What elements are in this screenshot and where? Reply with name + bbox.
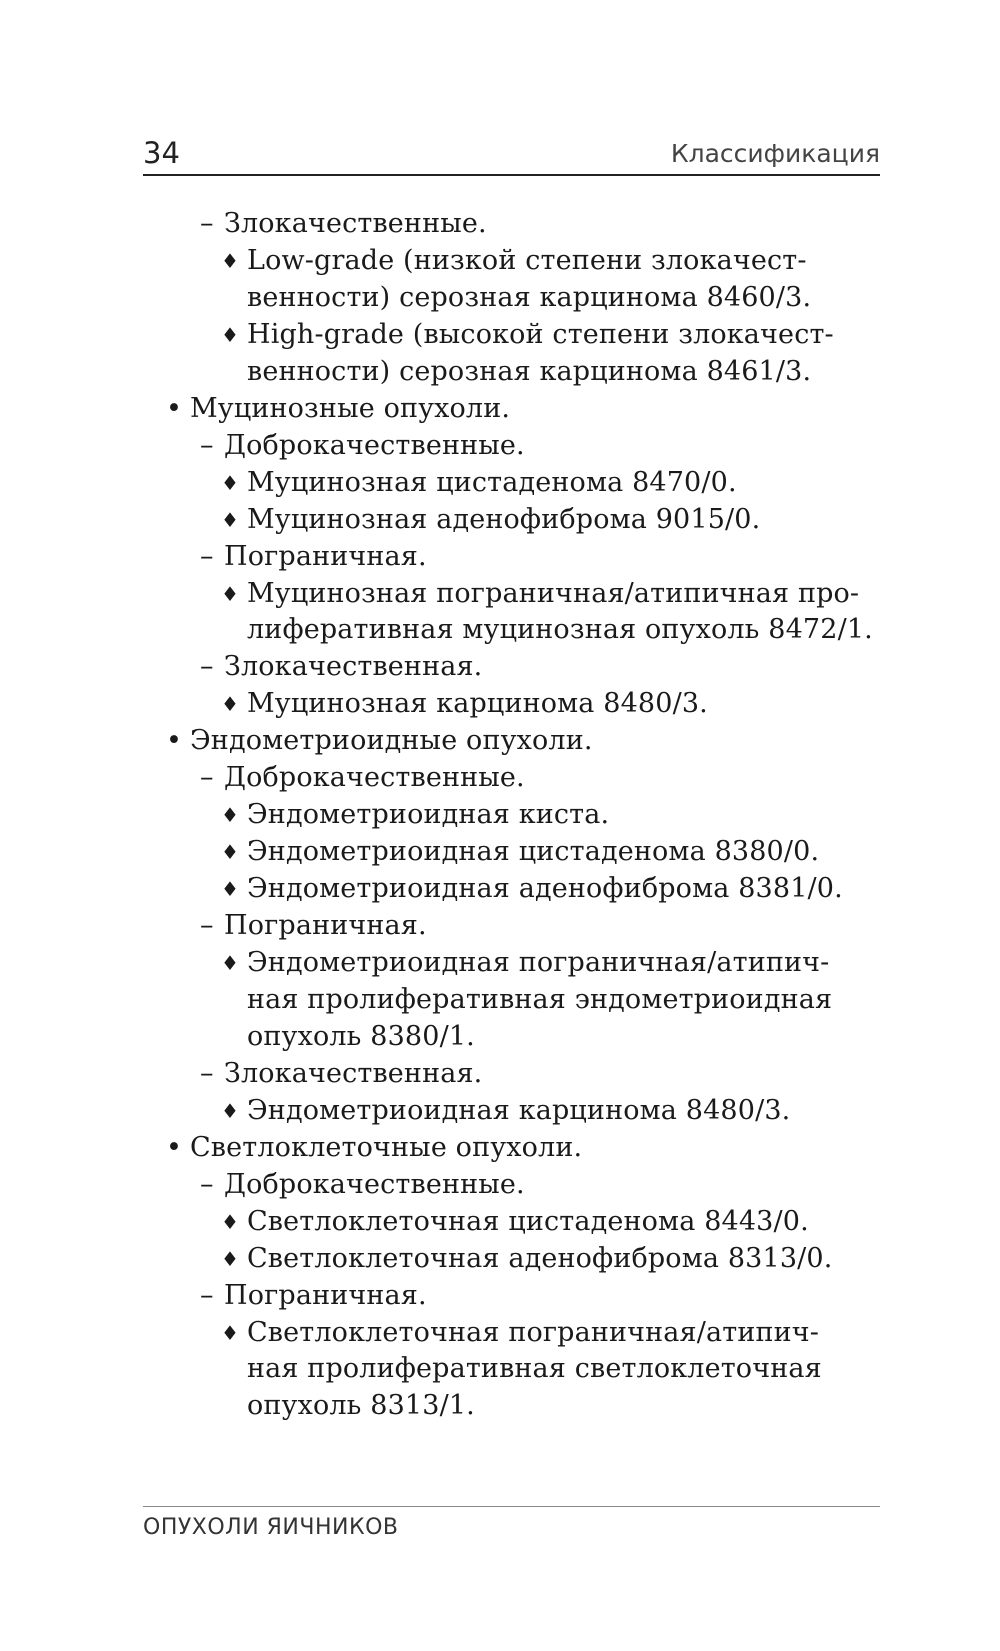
- list-item-text: Low-grade (низкой степени злокачест-: [247, 245, 807, 276]
- dash-marker-icon: –: [200, 430, 214, 461]
- list-item-text: Пограничная.: [224, 541, 427, 572]
- dash-marker-icon: –: [200, 1169, 214, 1200]
- list-item-text: опухоль 8380/1.: [247, 1021, 475, 1052]
- list-item-text: Эндометриоидная цистаденома 8380/0.: [247, 836, 820, 867]
- bullet-dot-icon: •: [166, 1132, 183, 1163]
- list-item-text: ная пролиферативная светлоклеточная: [247, 1353, 822, 1384]
- dash-marker-icon: –: [200, 762, 214, 793]
- list-item-text: Злокачественная.: [224, 1058, 483, 1089]
- list-item-text: Эндометриоидная киста.: [247, 799, 610, 830]
- header-divider: [143, 174, 880, 176]
- list-item-text: High-grade (высокой степени злокачест-: [247, 319, 834, 350]
- running-section-title: Классификация: [670, 139, 880, 168]
- list-item-text: Эндометриоидные опухоли.: [190, 725, 593, 756]
- diamond-marker-icon: ♦: [221, 249, 240, 273]
- list-item-text: Светлоклеточная цистаденома 8443/0.: [247, 1206, 809, 1237]
- list-item-text: ная пролиферативная эндометриоидная: [247, 984, 833, 1015]
- dash-marker-icon: –: [200, 541, 214, 572]
- diamond-marker-icon: ♦: [221, 877, 240, 901]
- list-item-text: Муцинозная пограничная/атипичная про-: [247, 578, 860, 609]
- diamond-marker-icon: ♦: [221, 1099, 240, 1123]
- diamond-marker-icon: ♦: [221, 951, 240, 975]
- list-item-text: Доброкачественные.: [224, 430, 525, 461]
- list-item-text: Доброкачественные.: [224, 762, 525, 793]
- dash-marker-icon: –: [200, 1280, 214, 1311]
- book-title-footer: ОПУХОЛИ ЯИЧНИКОВ: [143, 1515, 399, 1540]
- list-item-text: Эндометриоидная аденофиброма 8381/0.: [247, 873, 843, 904]
- page-header: [143, 134, 880, 174]
- list-item-text: Светлоклеточная пограничная/атипич-: [247, 1317, 820, 1348]
- diamond-marker-icon: ♦: [221, 1210, 240, 1234]
- list-item-text: Светлоклеточная аденофиброма 8313/0.: [247, 1243, 833, 1274]
- list-item-text: Злокачественная.: [224, 651, 483, 682]
- list-item-text: опухоль 8313/1.: [247, 1390, 475, 1421]
- list-item-text: Муцинозная карцинома 8480/3.: [247, 688, 708, 719]
- dash-marker-icon: –: [200, 651, 214, 682]
- diamond-marker-icon: ♦: [221, 323, 240, 347]
- page-number: 34: [143, 136, 180, 170]
- list-item-text: Муцинозная цистаденома 8470/0.: [247, 467, 737, 498]
- dash-marker-icon: –: [200, 910, 214, 941]
- list-item-text: венности) серозная карцинома 8461/3.: [247, 356, 812, 387]
- list-item-text: Эндометриоидная карцинома 8480/3.: [247, 1095, 791, 1126]
- diamond-marker-icon: ♦: [221, 803, 240, 827]
- list-item-text: Светлоклеточные опухоли.: [190, 1132, 583, 1163]
- bullet-dot-icon: •: [166, 725, 183, 756]
- list-item-text: Эндометриоидная пограничная/атипич-: [247, 947, 830, 978]
- footer-divider: [143, 1506, 880, 1507]
- list-item-text: Пограничная.: [224, 910, 427, 941]
- list-item-text: Доброкачественные.: [224, 1169, 525, 1200]
- diamond-marker-icon: ♦: [221, 582, 240, 606]
- list-item-text: лиферативная муцинозная опухоль 8472/1.: [247, 614, 873, 645]
- diamond-marker-icon: ♦: [221, 840, 240, 864]
- list-item-text: Муцинозные опухоли.: [190, 393, 511, 424]
- list-item-text: венности) серозная карцинома 8460/3.: [247, 282, 812, 313]
- diamond-marker-icon: ♦: [221, 1247, 240, 1271]
- dash-marker-icon: –: [200, 1058, 214, 1089]
- list-item-text: Пограничная.: [224, 1280, 427, 1311]
- diamond-marker-icon: ♦: [221, 692, 240, 716]
- diamond-marker-icon: ♦: [221, 1321, 240, 1345]
- dash-marker-icon: –: [200, 208, 214, 239]
- diamond-marker-icon: ♦: [221, 508, 240, 532]
- bullet-dot-icon: •: [166, 393, 183, 424]
- diamond-marker-icon: ♦: [221, 471, 240, 495]
- list-item-text: Муцинозная аденофиброма 9015/0.: [247, 504, 761, 535]
- list-item-text: Злокачественные.: [224, 208, 487, 239]
